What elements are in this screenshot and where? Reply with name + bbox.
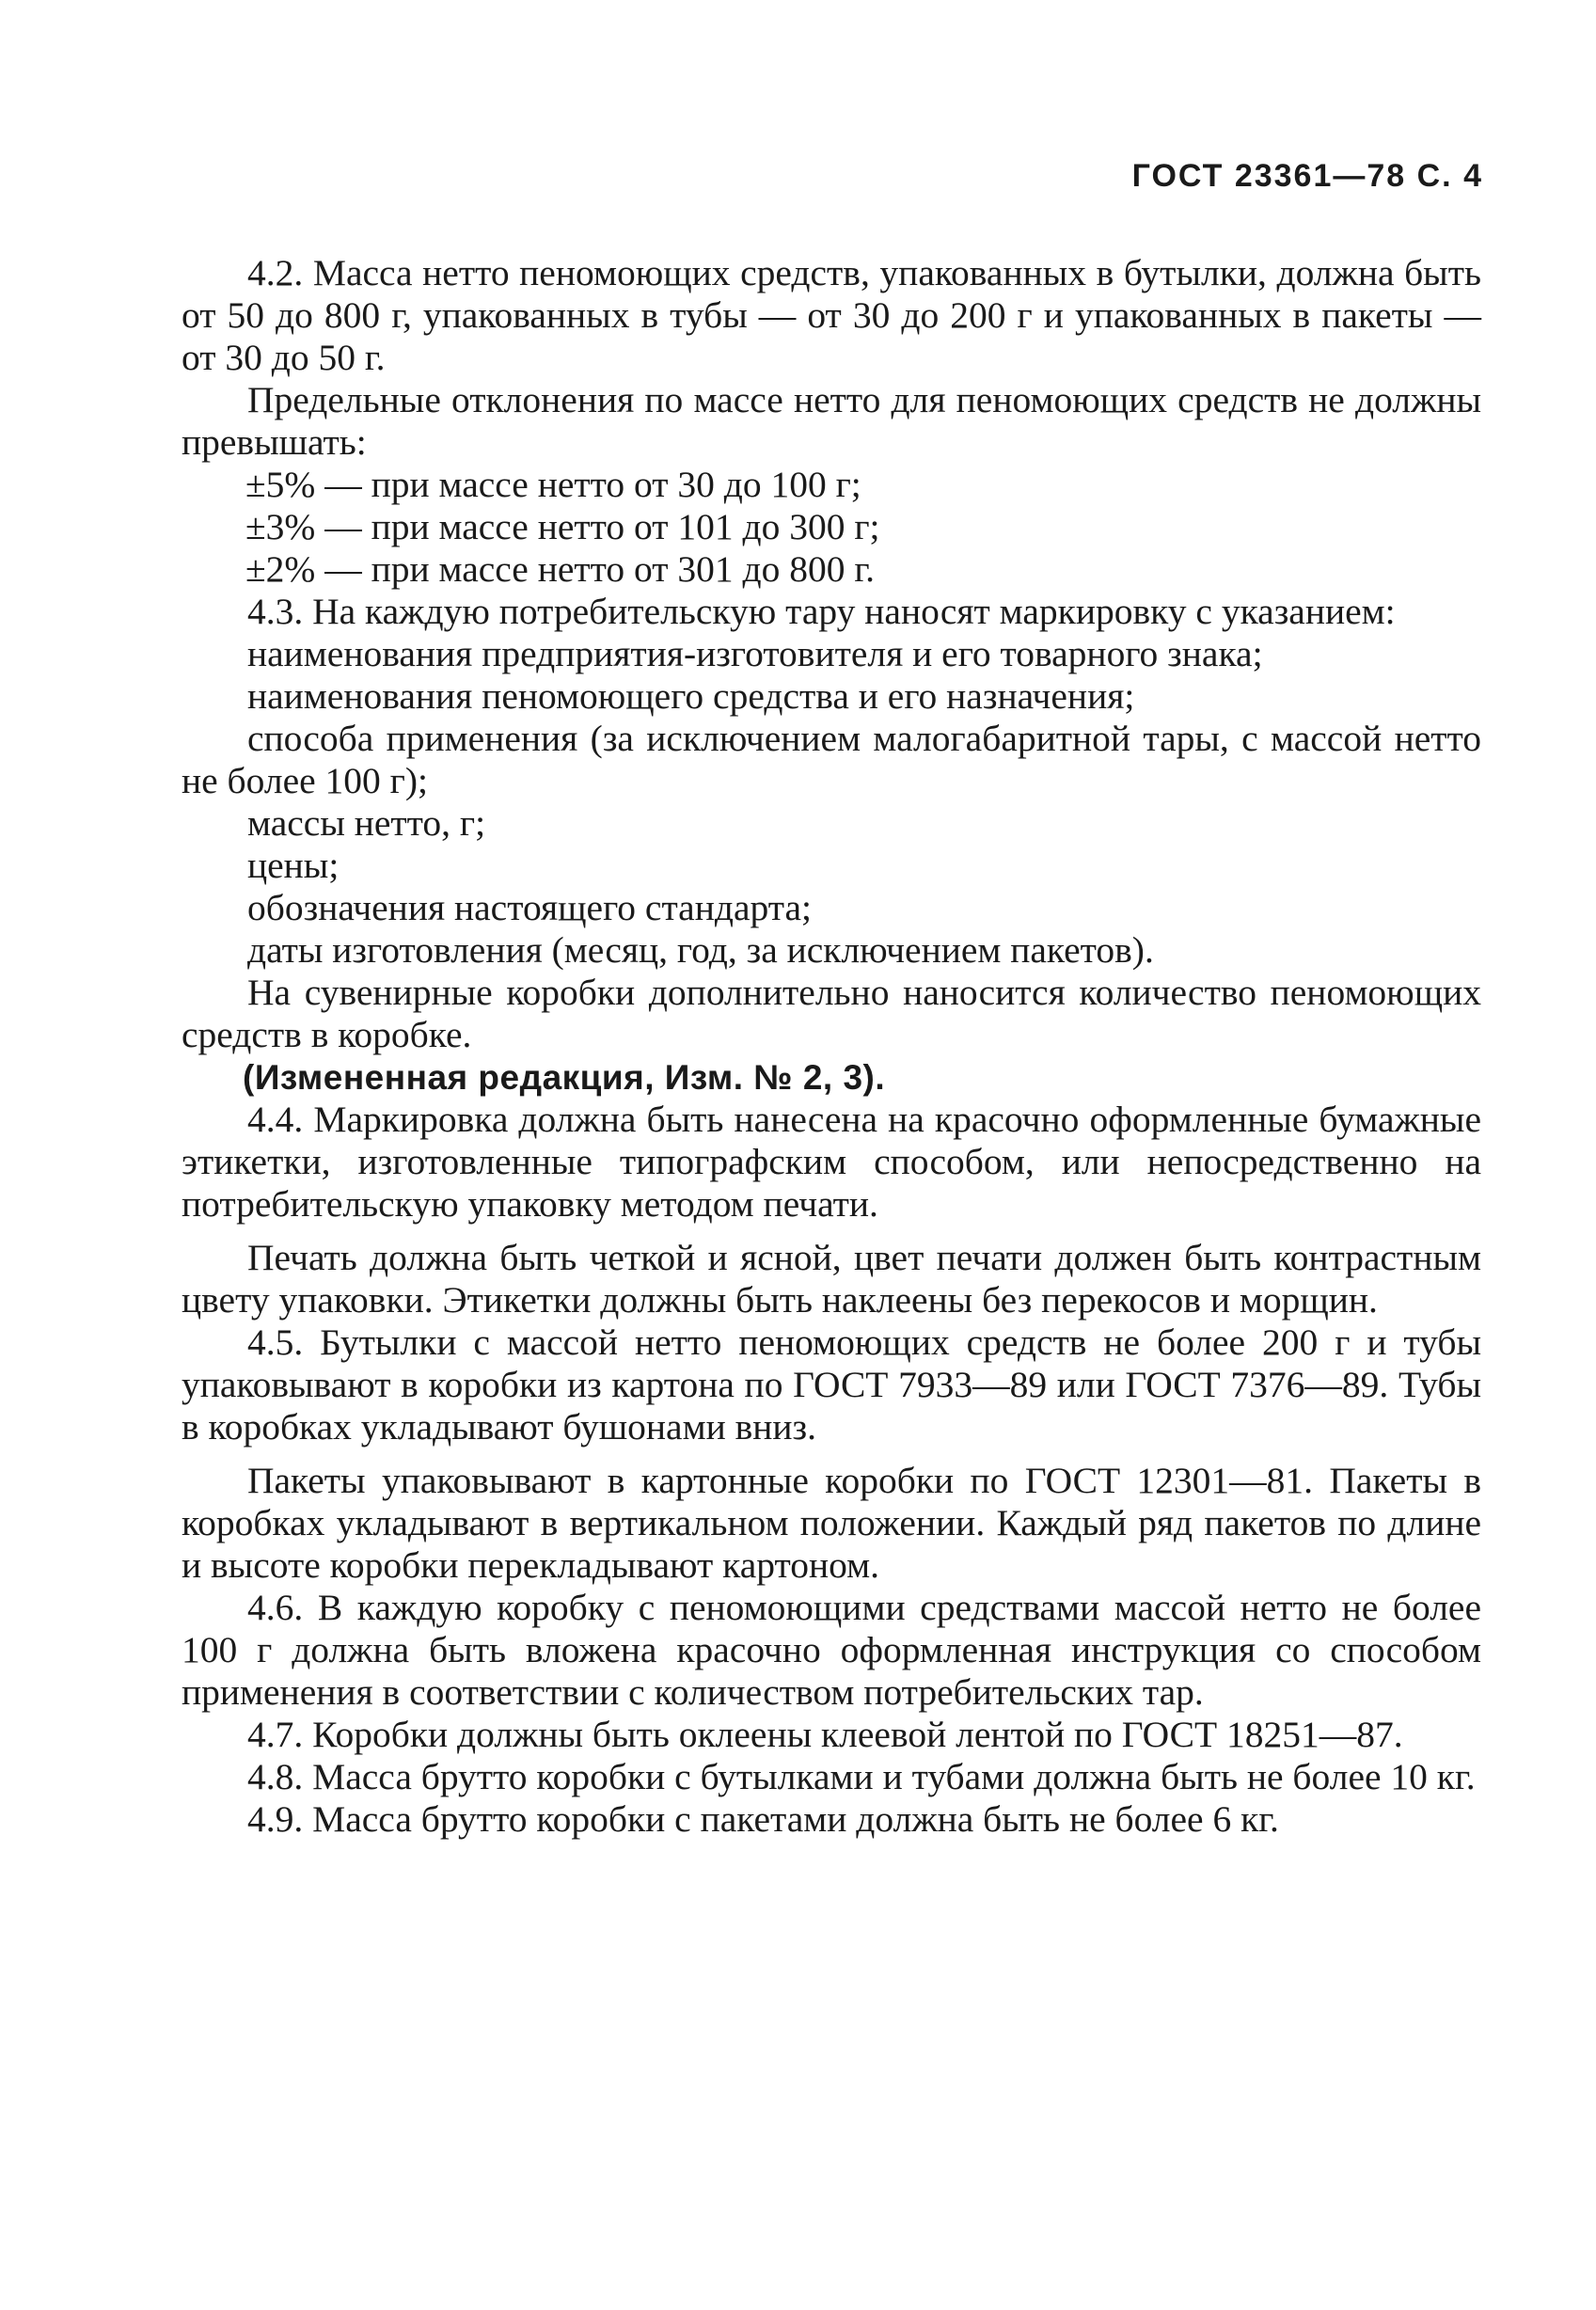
deviation-list: [182, 464, 1481, 591]
clause-4-4: 4.4. Маркировка должна быть нанесена на красочно оформленные бумажные этикетки, изготовленные типографским способом, или непосредственно на потребительскую упаковку методом печати.: [182, 1099, 1481, 1225]
packets-packing: Пакеты упаковывают в картонные коробки по ГОСТ 12301—81. Пакеты в коробках укладывают в вертикальном положении. Каждый ряд пакетов по длине и высоте коробки перекладывают картоном.: [182, 1460, 1481, 1586]
marking-item: способа применения (за исключением малогабаритной тары, с массой нетто не более 100 г);: [182, 718, 1481, 801]
deviation-item: ±5% — при массе нетто от 30 до 100 г;: [245, 464, 861, 505]
marking-item: даты изготовления (месяц, год, за исключением пакетов).: [247, 929, 1154, 971]
deviation-intro: Предельные отклонения по массе нетто для пеномоющих средств не должны превышать:: [182, 379, 1481, 463]
clause-4-9: 4.9. Масса брутто коробки с пакетами должна быть не более 6 кг.: [247, 1798, 1279, 1840]
souvenir-note: На сувенирные коробки дополнительно наносится количество пеномоющих средств в коробке.: [182, 972, 1481, 1055]
marking-item: массы нетто, г;: [247, 802, 486, 844]
clause-4-3: 4.3. На каждую потребительскую тару наносят маркировку с указанием:: [247, 591, 1396, 632]
clause-4-8: 4.8. Масса брутто коробки с бутылками и тубами должна быть не более 10 кг.: [247, 1756, 1476, 1797]
document-body: [182, 252, 1481, 1841]
deviation-item: ±2% — при массе нетто от 301 до 800 г.: [245, 548, 875, 590]
clause-4-5: 4.5. Бутылки с массой нетто пеномоющих средств не более 200 г и тубы упаковывают в коробки из картона по ГОСТ 7933—89 или ГОСТ 7376—89. Тубы в коробках укладывают бушонами вниз.: [182, 1321, 1481, 1448]
clause-4-7: 4.7. Коробки должны быть оклеены клеевой лентой по ГОСТ 18251—87.: [247, 1714, 1403, 1755]
marking-item: наименования пеномоющего средства и его назначения;: [247, 675, 1135, 717]
marking-item: цены;: [247, 845, 340, 886]
deviation-item: ±3% — при массе нетто от 101 до 300 г;: [245, 506, 880, 547]
amendment-note: (Измененная редакция, Изм. № 2, 3).: [243, 1058, 886, 1097]
marking-list: [182, 633, 1481, 972]
print-requirements: Печать должна быть четкой и ясной, цвет печати должен быть контрастным цвету упаковки. Этикетки должны быть наклеены без перекосов и морщин.: [182, 1237, 1481, 1321]
clause-4-6: 4.6. В каждую коробку с пеномоющими средствами массой нетто не более 100 г должна быть вложена красочно оформленная инструкция со способом применения в соответствии с количеством потребительских тар.: [182, 1587, 1481, 1713]
running-header: ГОСТ 23361—78 С. 4: [1131, 158, 1483, 194]
marking-item: наименования предприятия-изготовителя и его товарного знака;: [247, 633, 1263, 674]
marking-item: обозначения настоящего стандарта;: [247, 887, 812, 928]
clause-4-2: 4.2. Масса нетто пеномоющих средств, упакованных в бутылки, должна быть от 50 до 800 г, упакованных в тубы — от 30 до 200 г и упакованных в пакеты — от 30 до 50 г.: [182, 252, 1481, 378]
